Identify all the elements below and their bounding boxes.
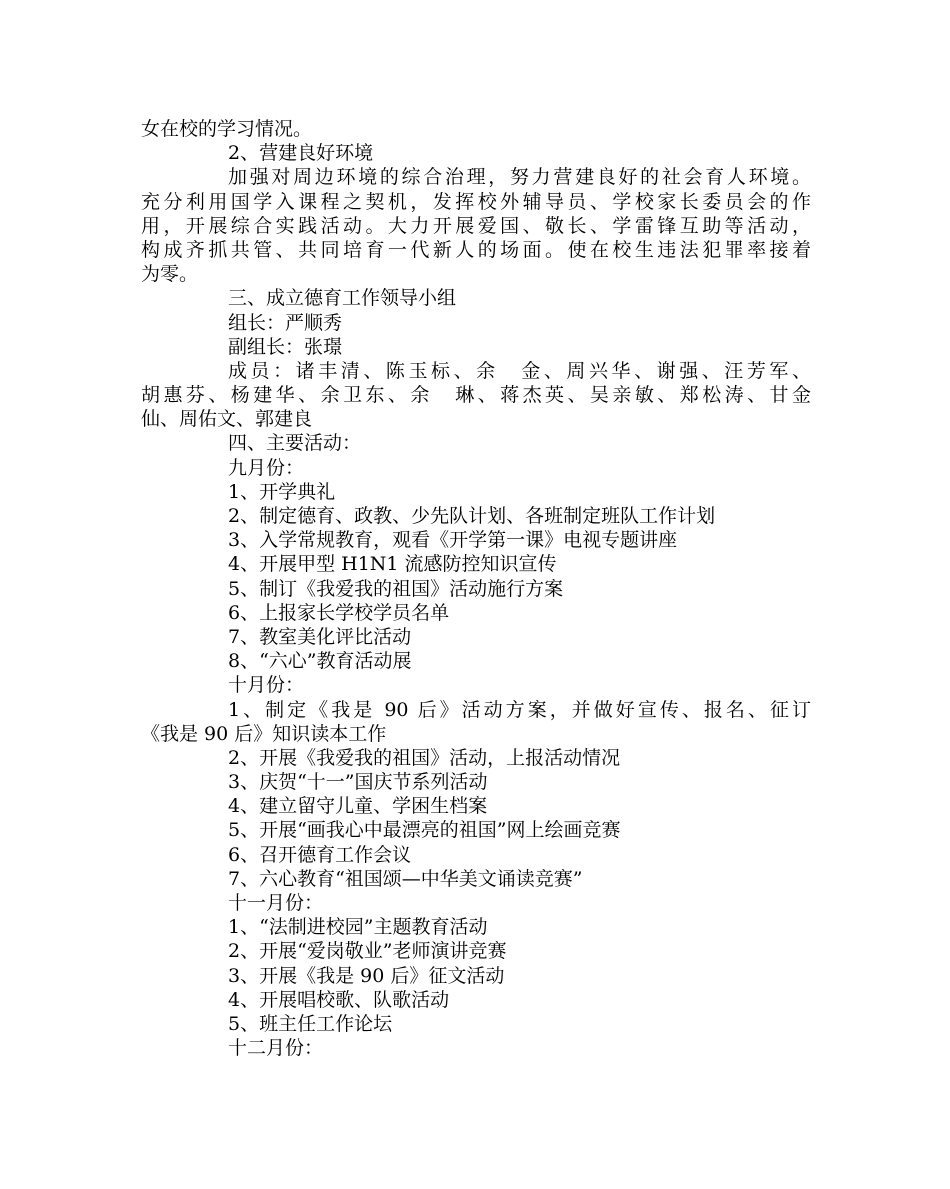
- list-item: 6、召开德育工作会议: [228, 843, 412, 866]
- text-line: 胡惠芬、杨建华、余卫东、余 琳、蒋杰英、吴亲敏、郑松涛、甘金: [141, 384, 811, 407]
- text-line: 仙、周佑文、郭建良: [141, 408, 313, 431]
- list-item: 1、制定《我是 90 后》活动方案，并做好宣传、报名、征订: [228, 698, 811, 721]
- list-item: 6、上报家长学校学员名单: [228, 601, 450, 624]
- list-item: 3、庆贺“十一”国庆节系列活动: [228, 771, 488, 794]
- list-item: 1、开学典礼: [228, 480, 336, 503]
- list-item: 2、制定德育、政教、少先队计划、各班制定班队工作计划: [228, 505, 716, 527]
- text-line: 用，开展综合实践活动。大力开展爱国、敬长、学雷锋互助等活动，: [141, 214, 811, 237]
- month-heading: 十一月份：: [228, 892, 324, 914]
- text-line: 组长：严顺秀: [228, 311, 343, 334]
- list-item: 3、开展《我是 90 后》征文活动: [228, 964, 505, 987]
- list-item: 4、建立留守儿童、学困生档案: [228, 795, 488, 818]
- text-line: 女在校的学习情况。: [141, 118, 313, 140]
- list-item: 8、“六心”教育活动展: [228, 650, 412, 673]
- list-item: 5、开展“画我心中最漂亮的祖国”网上绘画竞赛: [228, 819, 621, 842]
- list-item: 7、教室美化评比活动: [228, 625, 412, 648]
- list-item-continued: 《我是 90 后》知识读本工作: [141, 722, 387, 745]
- section-heading: 2、营建良好环境: [228, 142, 374, 165]
- text-line: 副组长：张璟: [228, 335, 343, 358]
- list-item: 4、开展唱校歌、队歌活动: [228, 988, 450, 1011]
- text-line: 构成齐抓共管、共同培育一代新人的场面。使在校生违法犯罪率接着: [141, 238, 811, 261]
- month-heading: 十月份：: [228, 674, 305, 697]
- list-item: 5、制订《我爱我的祖国》活动施行方案: [228, 577, 564, 600]
- document-body: [141, 117, 811, 1060]
- text-line: 加强对周边环境的综合治理，努力营建良好的社会育人环境。: [228, 166, 811, 189]
- section-heading: 三、成立德育工作领导小组: [228, 287, 457, 310]
- month-heading: 十二月份：: [228, 1037, 324, 1060]
- text-line: 为零。: [141, 263, 199, 286]
- list-item: 3、入学常规教育，观看《开学第一课》电视专题讲座: [228, 529, 678, 552]
- list-item: 7、六心教育“祖国颂—中华美文诵读竞赛”: [228, 867, 583, 890]
- list-item: 2、开展《我爱我的祖国》活动，上报活动情况: [228, 746, 621, 769]
- section-heading: 四、主要活动：: [228, 432, 362, 455]
- list-item: 4、开展甲型 H1N1 流感防控知识宣传: [228, 553, 557, 576]
- month-heading: 九月份：: [228, 456, 305, 479]
- list-item: 5、班主任工作论坛: [228, 1012, 393, 1035]
- text-line: 成员：诸丰清、陈玉标、余 金、周兴华、谢强、汪芳军、: [228, 359, 811, 382]
- list-item: 2、开展“爱岗敬业”老师演讲竞赛: [228, 940, 507, 963]
- text-line: 充分利用国学入课程之契机，发挥校外辅导员、学校家长委员会的作: [141, 190, 811, 213]
- list-item: 1、“法制进校园”主题教育活动: [228, 916, 488, 939]
